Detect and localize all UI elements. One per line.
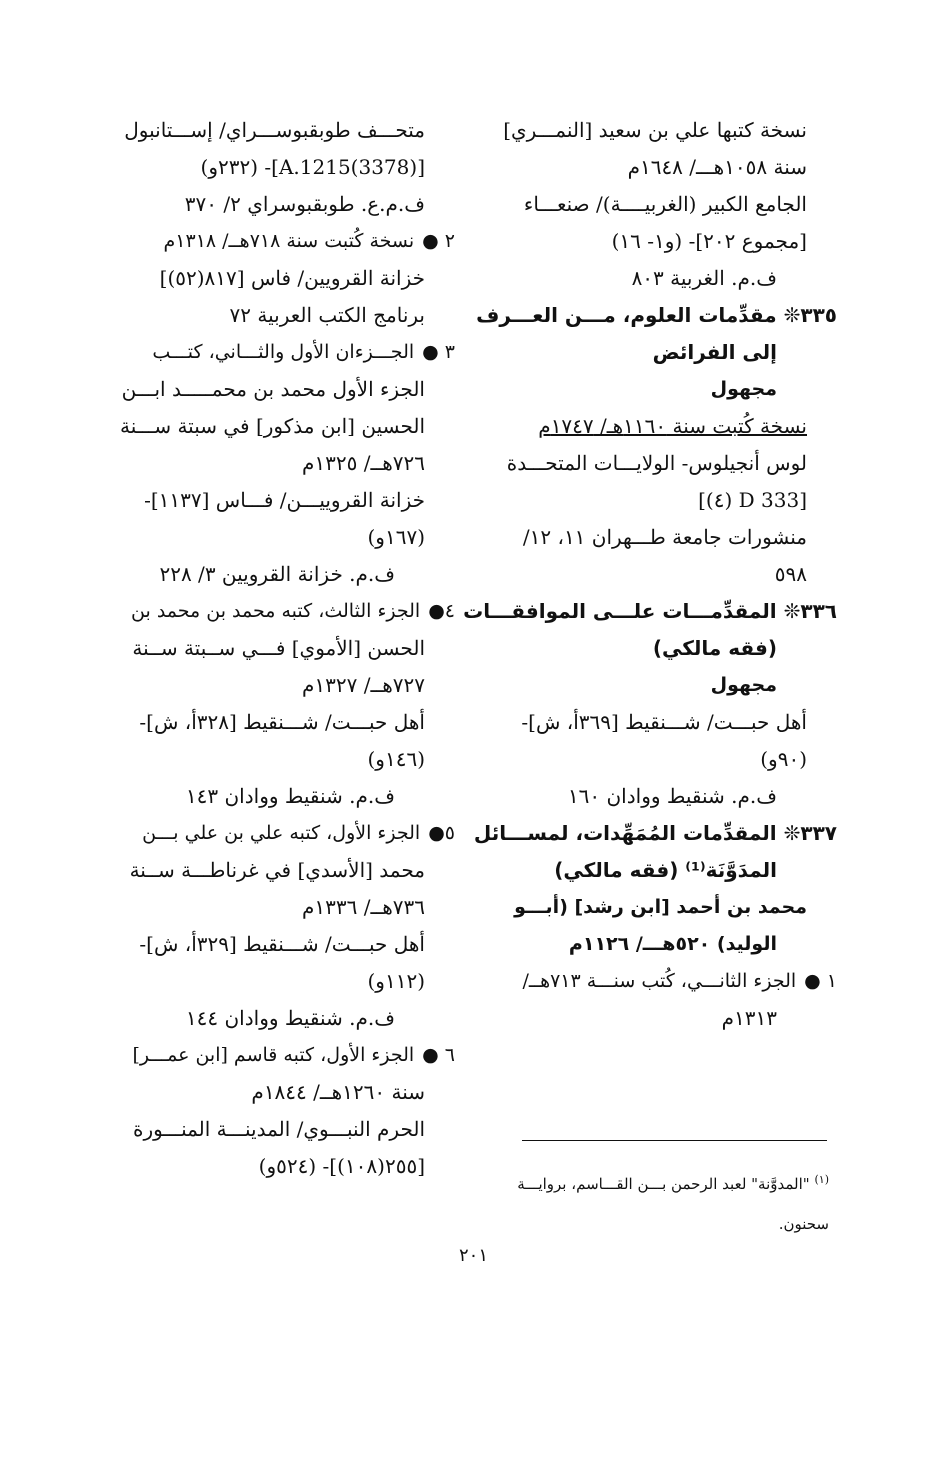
item-number: ٦ ●: [422, 1044, 455, 1066]
right-column-line: [497, 112, 837, 149]
footnote: [499, 1160, 829, 1244]
line-text: الجزء الأول محمد بن محمـــــد ابـــن: [121, 377, 425, 401]
line-text: مجهول: [710, 378, 777, 400]
left-column-line: [110, 926, 455, 963]
right-column-line: [497, 741, 837, 778]
footnote-text: "المدوَّنة" لعبد الرحمن بـــن القـــاسم، بروايـــة: [517, 1175, 810, 1193]
line-text: ٧٢٧هــ/ ١٣٢٧م: [302, 673, 425, 697]
line-text: محمد بن أحمد [ابن رشد] (أبـــو: [514, 896, 807, 918]
line-text: الجزء الأول، كتبه قاسم [ابن عمـــر]: [132, 1044, 415, 1066]
line-text: أهل حبـــت/ شـــنقيط [٣٢٩أ، ش]-: [139, 932, 425, 956]
line-text: مجهول: [710, 674, 777, 696]
line-text: برنامج الكتب العربية ٧٢: [229, 303, 425, 327]
item-number: ٣ ●: [422, 341, 455, 363]
line-text: محمد [الأسدي] في غرناطـــة ســنة: [129, 858, 425, 882]
line-text: متحـــف طوبقبوســـراي/ إســـتانبول: [124, 118, 425, 142]
line-text: [D 333 (٤)]: [698, 488, 807, 512]
left-column-line: [110, 889, 455, 926]
line-text: الحسين [ابن مذكور] في سبتة ســـنة: [120, 414, 425, 438]
line-text: لوس أنجيلوس- الولايـــات المتحـــدة: [506, 451, 807, 475]
right-column-line: [497, 667, 837, 704]
line-text: [مجموع ٢٠٢]- (و١- ١٦): [611, 229, 807, 253]
line-text: [٢٥٥(١٠٨)]- (٥٢٤و): [258, 1154, 425, 1178]
right-column-line: [497, 889, 837, 926]
line-text: الجزء الثانـــي، كُتب سنـــة ٧١٣هــ/: [522, 970, 797, 992]
line-text: ف.م. شنقيط ووادان ١٤٣: [185, 784, 395, 808]
left-column-line: [110, 667, 455, 704]
left-column-line: [110, 408, 455, 445]
item-number: ١ ●: [804, 970, 837, 992]
item-number: ٢ ●: [422, 230, 455, 252]
line-text: (٩٠و): [760, 747, 807, 771]
right-column-line: [497, 371, 837, 408]
left-column-line: [110, 1148, 455, 1185]
footnote-marker: (١): [814, 1173, 829, 1186]
left-column-line: [110, 852, 455, 889]
left-column: [110, 112, 455, 1185]
left-column-line: [110, 1074, 455, 1111]
line-text: سنة ١٢٦٠هــ/ ١٨٤٤م: [251, 1080, 425, 1104]
line-text: (١٦٧و): [367, 525, 425, 549]
line-text: ف.م. شنقيط ووادان ١٦٠: [567, 784, 777, 808]
line-text: نسخة كتبها علي بن سعيد [النمـــري]: [503, 118, 807, 142]
left-column-line: [110, 297, 455, 334]
right-column-line: [497, 963, 837, 1000]
left-column-line: [110, 704, 455, 741]
left-column-line: [110, 630, 455, 667]
line-text: نسخة كُتبت سنة ٧١٨هــ/ ١٣١٨م: [163, 230, 415, 252]
left-column-line: [110, 334, 455, 371]
line-text: ف.م. الغربية ٨٠٣: [631, 266, 777, 290]
right-column-line: [497, 852, 837, 889]
line-text: سنة ١٠٥٨هـــ/ ١٦٤٨م: [627, 155, 807, 179]
line-text: (١١٢و): [367, 969, 425, 993]
right-column-line: [497, 704, 837, 741]
line-text: الحسن [الأموي] فـــي ســبتة ســنة: [132, 636, 425, 660]
left-column-line: [110, 149, 455, 186]
page-number: ٢٠١: [458, 1245, 488, 1266]
line-text: (فقه مالكي): [652, 636, 777, 660]
left-column-line: [110, 815, 455, 852]
right-column-line: [476, 297, 837, 334]
left-column-line: [110, 778, 455, 815]
line-text: خزانة القرويين/ فاس [٨١٧(٥٢)]: [159, 266, 425, 290]
right-column-line: [497, 926, 837, 963]
left-column-line: [110, 260, 455, 297]
left-column-line: [110, 112, 455, 149]
line-text: نسخة كُتبت سنة ١١٦٠هـ/ ١٧٤٧م: [538, 414, 807, 438]
right-column-line: [497, 556, 837, 593]
right-column: [463, 112, 837, 1037]
left-column-line: [110, 1037, 455, 1074]
line-text: الحرم النبـــوي/ المدينـــة المنـــورة: [133, 1117, 425, 1141]
line-text: ٣٣٥❊ مقدِّمات العلوم، مـــن العـــرف: [476, 303, 837, 327]
right-column-line: [497, 1000, 837, 1037]
footnote-line-2: سحنون.: [778, 1215, 829, 1233]
right-column-line: [497, 223, 837, 260]
line-text: أهل حبـــت/ شـــنقيط [٣٦٩أ، ش]-: [521, 710, 807, 734]
right-column-line: [497, 519, 837, 556]
left-column-line: [110, 519, 455, 556]
line-text: ١٣١٣م: [721, 1006, 777, 1030]
line-text: ف.م. شنقيط ووادان ١٤٤: [185, 1006, 395, 1030]
right-column-line: [497, 778, 837, 815]
right-column-line: [497, 186, 837, 223]
line-text: ف.م. خزانة القرويين ٣/ ٢٢٨: [159, 562, 395, 586]
line-text: الجزء الثالث، كتبه محمد بن محمد بن: [131, 600, 421, 622]
left-column-line: [110, 963, 455, 1000]
left-column-line: [110, 482, 455, 519]
left-column-line: [110, 223, 455, 260]
left-column-line: [110, 1111, 455, 1148]
left-column-line: [110, 1000, 455, 1037]
left-column-line: [110, 371, 455, 408]
line-text: الجزء الأول، كتبه علي بن علي بـــن: [142, 822, 421, 844]
line-text: ٧٢٦هــ/ ١٣٢٥م: [302, 451, 425, 475]
right-column-line: [497, 482, 837, 519]
line-text: منشورات جامعة طـــهران ١١، ١٢/: [522, 525, 807, 549]
right-column-line: [497, 630, 837, 667]
right-column-line: [497, 445, 837, 482]
line-text: ٣٣٧❊ المقدِّمات المُمَهِّدات، لمســـائل: [473, 821, 837, 845]
line-text: الوليد) ٥٢٠هـــ/ ١١٢٦م: [568, 933, 777, 955]
left-column-line: [110, 186, 455, 223]
right-column-line: [463, 593, 837, 630]
line-text: خزانة القروييـــن/ فـــاس [١١٣٧]-: [144, 488, 425, 512]
right-column-line: [497, 149, 837, 186]
line-text: ٧٣٦هــ/ ١٣٣٦م: [302, 895, 425, 919]
line-text: المدَوَّنَة⁽¹⁾ (فقه مالكي): [554, 858, 777, 882]
line-text: أهل حبـــت/ شـــنقيط [٣٢٨أ، ش]-: [139, 710, 425, 734]
footnote-line-1: [499, 1160, 829, 1204]
line-text: ٣٣٦❊ المقدِّمـــات علـــى الموافقـــات: [463, 599, 837, 623]
item-number: ٤●: [428, 600, 455, 622]
left-column-line: [110, 593, 455, 630]
left-column-line: [110, 556, 455, 593]
right-column-line: [497, 334, 837, 371]
line-text: (١٤٦و): [367, 747, 425, 771]
line-text: ف.م.ع. طوبقبوسراي ٢/ ٣٧٠: [184, 192, 425, 216]
line-text: الجامع الكبير (الغربيــــة)/ صنعـــاء: [523, 192, 807, 216]
line-text: [A.1215(3378)]- (٢٣٢و): [200, 155, 425, 179]
left-column-line: [110, 445, 455, 482]
item-number: ٥●: [428, 822, 455, 844]
line-text: ٥٩٨: [774, 562, 807, 586]
footnote-rule: [522, 1140, 827, 1141]
line-text: إلى الفرائض: [652, 340, 777, 364]
line-text: الجـــزءان الأول والثـــاني، كتـــب: [152, 341, 415, 363]
left-column-line: [110, 741, 455, 778]
right-column-line: [497, 260, 837, 297]
right-column-line: [497, 408, 837, 445]
right-column-line: [473, 815, 837, 852]
